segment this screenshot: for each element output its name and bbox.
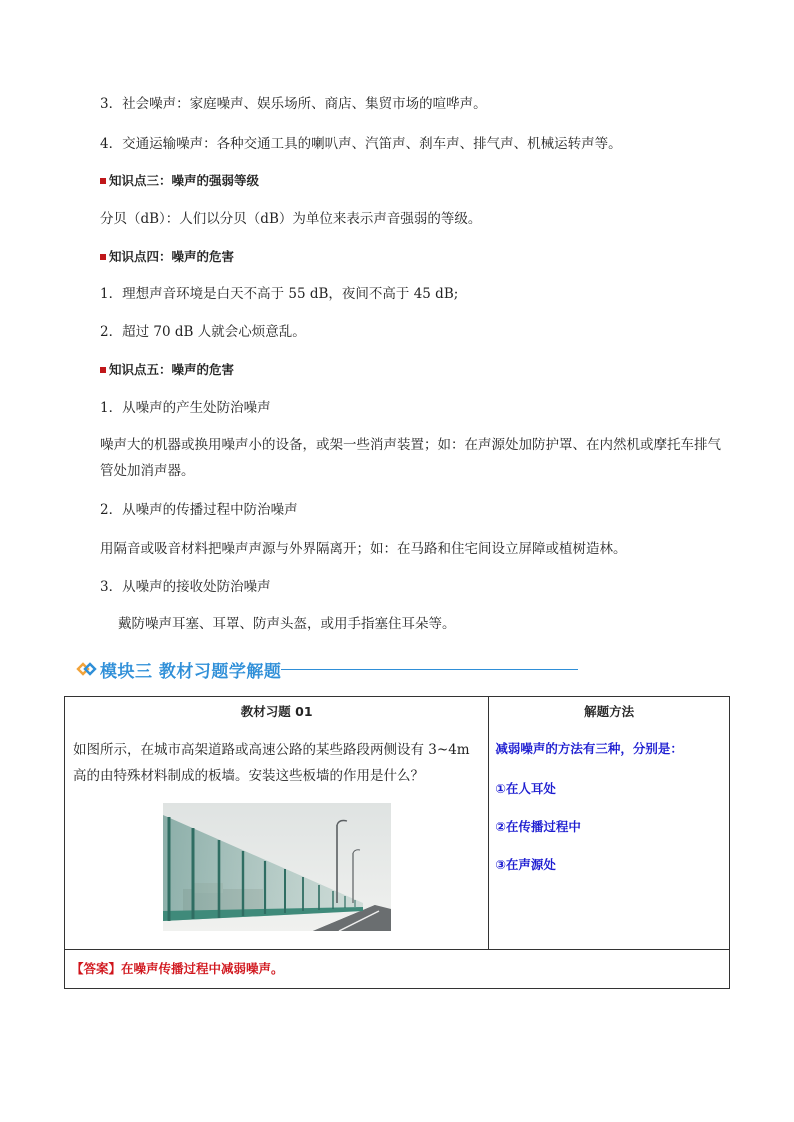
text-line: 1．理想声音环境是白天不高于 55 dB，夜间不高于 45 dB; bbox=[100, 286, 459, 302]
text-line: 分贝（dB）：人们以分贝（dB）为单位来表示声音强弱的等级。 bbox=[100, 211, 482, 227]
method-line: ③在声源处 bbox=[495, 857, 556, 872]
text-line: 2．从噪声的传播过程中防治噪声 bbox=[100, 502, 298, 518]
text-line: 戴防噪声耳塞、耳罩、防声头盔，或用手指塞住耳朵等。 bbox=[118, 616, 456, 632]
method-title: 解题方法 bbox=[584, 704, 635, 719]
text-line: 4．交通运输噪声：各种交通工具的喇叭声、汽笛声、刹车声、排气声、机械运转声等。 bbox=[100, 136, 622, 152]
module-title: 模块三 教材习题学解题 bbox=[100, 661, 282, 682]
bullet-square-icon bbox=[100, 254, 106, 260]
bullet-square-icon bbox=[100, 367, 106, 373]
text-line: 1．从噪声的产生处防治噪声 bbox=[100, 400, 271, 416]
heading-text: 知识点四：噪声的危害 bbox=[109, 249, 235, 264]
exercise-title: 教材习题 01 bbox=[240, 704, 313, 719]
section-heading bbox=[100, 171, 259, 191]
question-text: 如图所示，在城市高架道路或高速公路的某些路段两侧设有 3~4m 高的由特殊材料制成的板墙。安装这些板墙的作用是什么？ bbox=[73, 742, 470, 784]
text-line: 3．从噪声的接收处防治噪声 bbox=[100, 579, 271, 595]
answer-cell bbox=[65, 950, 730, 989]
section-heading bbox=[100, 360, 234, 380]
method-line: 减弱噪声的方法有三种，分别是： bbox=[495, 741, 683, 756]
module-rule bbox=[281, 669, 578, 670]
answer-text: 【答案】在噪声传播过程中减弱噪声。 bbox=[71, 961, 284, 976]
paragraph: 噪声大的机器或换用噪声小的设备，或架一些消声装置；如：在声源处加防护罩、在内然机或摩托车排气管处加消声器。 bbox=[100, 437, 721, 479]
text-line: 3．社会噪声：家庭噪声、娱乐场所、商店、集贸市场的喧哗声。 bbox=[100, 96, 487, 112]
method-line: ①在人耳处 bbox=[495, 781, 556, 796]
section-heading bbox=[100, 247, 234, 267]
heading-text: 知识点五：噪声的危害 bbox=[109, 362, 235, 377]
heading-text: 知识点三：噪声的强弱等级 bbox=[109, 173, 260, 188]
method-cell bbox=[489, 697, 730, 950]
method-line: ②在传播过程中 bbox=[495, 819, 581, 834]
exercise-table bbox=[64, 696, 730, 989]
noise-barrier-photo bbox=[163, 803, 391, 931]
text-line: 用隔音或吸音材料把噪声声源与外界隔离开；如：在马路和住宅间设立屏障或植树造林。 bbox=[100, 541, 627, 557]
module-header bbox=[76, 658, 281, 680]
bullet-square-icon bbox=[100, 178, 106, 184]
double-diamond-icon bbox=[76, 659, 98, 679]
question-cell bbox=[65, 697, 489, 950]
text-line: 2．超过 70 dB 人就会心烦意乱。 bbox=[100, 324, 306, 340]
